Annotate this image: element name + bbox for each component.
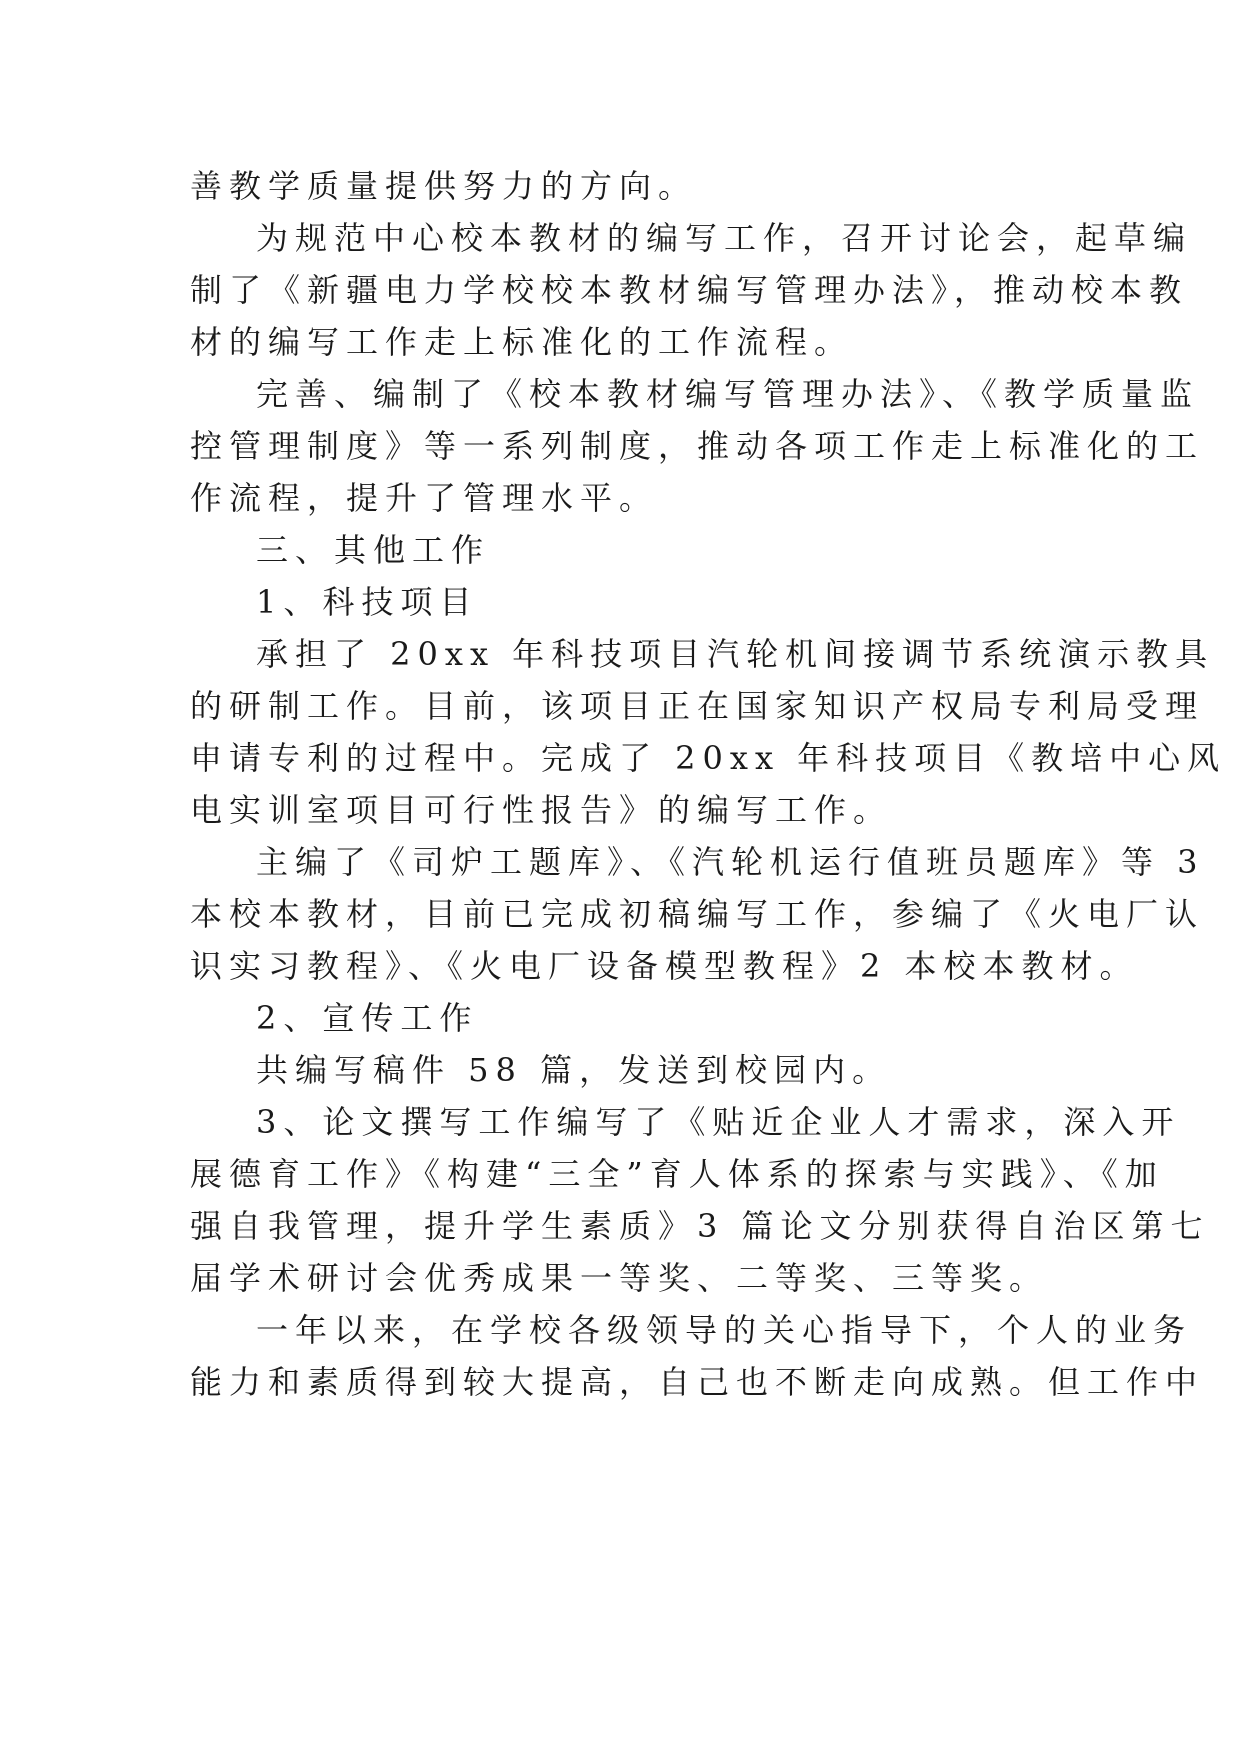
text-line: 能力和素质得到较大提高，自己也不断走向成熟。但工作中 bbox=[190, 1363, 1205, 1401]
text-line: 电实训室项目可行性报告》的编写工作。 bbox=[190, 791, 893, 829]
text-line: 主编了《司炉工题库》、《汽轮机运行值班员题库》等 3 bbox=[256, 843, 1205, 881]
text-line: 控管理制度》等一系列制度，推动各项工作走上标准化的工 bbox=[190, 427, 1205, 465]
text-line: 届学术研讨会优秀成果一等奖、二等奖、三等奖。 bbox=[190, 1259, 1049, 1297]
subsection-heading: 1、科技项目 bbox=[256, 583, 479, 621]
text-line: 材的编写工作走上标准化的工作流程。 bbox=[190, 323, 854, 361]
text-line: 本校本教材，目前已完成初稿编写工作，参编了《火电厂认 bbox=[190, 895, 1205, 933]
text-line: 识实习教程》、《火电厂设备模型教程》2 本校本教材。 bbox=[190, 947, 1139, 985]
document-body bbox=[190, 160, 1227, 1408]
text-line: 展德育工作》《构建“三全”育人体系的探索与实践》、《加 bbox=[190, 1155, 1164, 1193]
text-line: 善教学质量提供努力的方向。 bbox=[190, 167, 698, 205]
subsection-heading: 2、宣传工作 bbox=[256, 999, 479, 1037]
text-line: 3、论文撰写工作编写了《贴近企业人才需求，深入开 bbox=[256, 1103, 1181, 1141]
text-line: 强自我管理，提升学生素质》3 篇论文分别获得自治区第七 bbox=[190, 1207, 1210, 1245]
text-line: 制了《新疆电力学校校本教材编写管理办法》，推动校本教 bbox=[190, 271, 1189, 309]
section-heading: 三、其他工作 bbox=[256, 531, 491, 569]
text-line: 作流程，提升了管理水平。 bbox=[190, 479, 659, 517]
text-line: 一年以来，在学校各级领导的关心指导下，个人的业务 bbox=[256, 1311, 1193, 1349]
text-line: 承担了 20xx 年科技项目汽轮机间接调节系统演示教具 bbox=[256, 635, 1215, 673]
text-line: 申请专利的过程中。完成了 20xx 年科技项目《教培中心风 bbox=[190, 739, 1227, 777]
text-line: 的研制工作。目前，该项目正在国家知识产权局专利局受理 bbox=[190, 687, 1205, 725]
text-line: 共编写稿件 58 篇，发送到校园内。 bbox=[256, 1051, 892, 1089]
text-line: 完善、编制了《校本教材编写管理办法》、《教学质量监 bbox=[256, 375, 1200, 413]
text-line: 为规范中心校本教材的编写工作，召开讨论会，起草编 bbox=[256, 219, 1193, 257]
